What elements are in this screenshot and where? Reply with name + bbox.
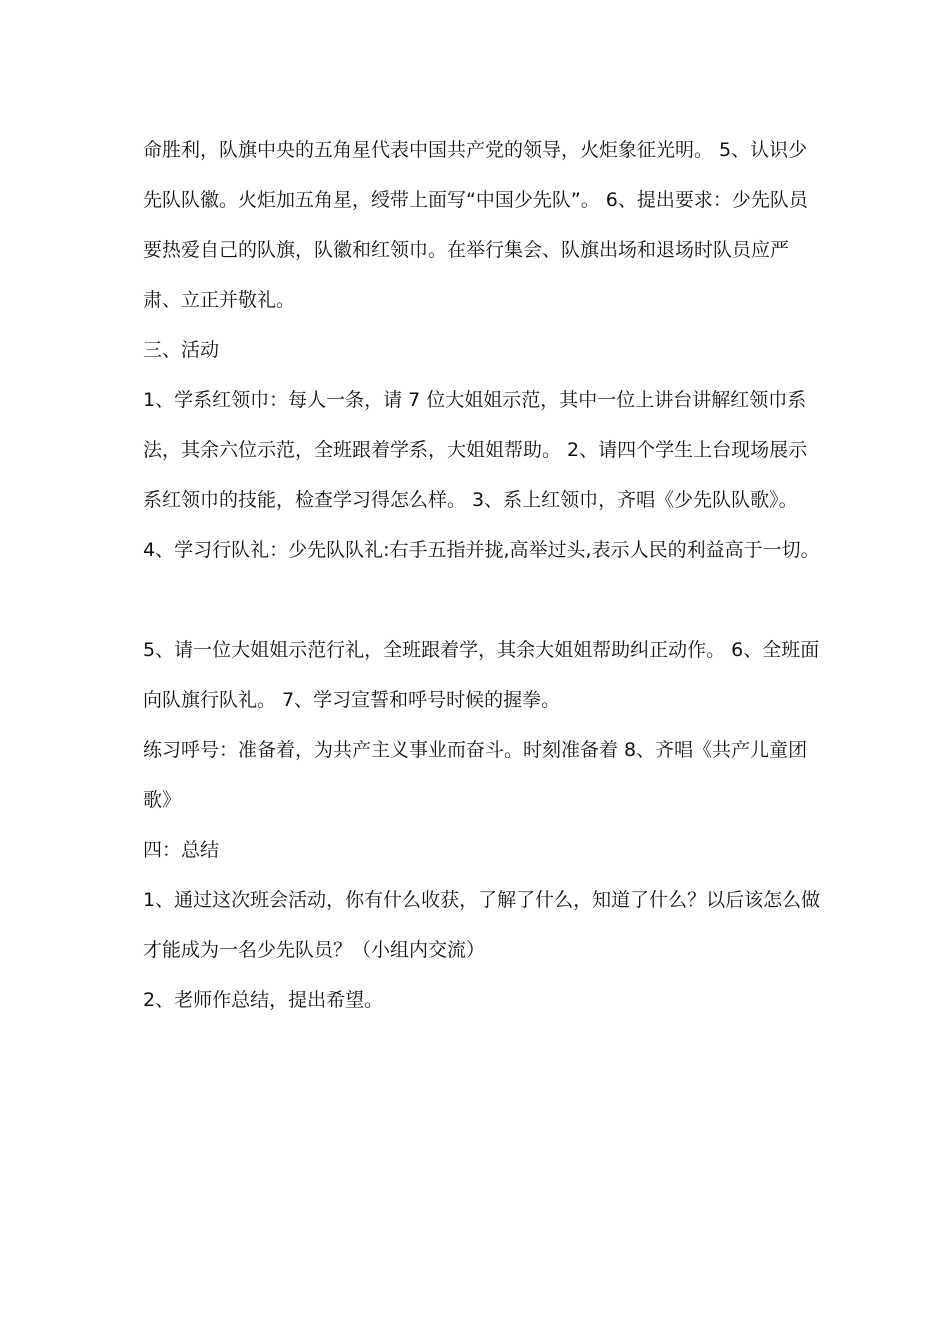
paragraph-flag-and-badge: 命胜利，队旗中央的五角星代表中国共产党的领导，火炬象征光明。 5、认识少先队队徽。火炬加五角星，绶带上面写“中国少先队”。 6、提出要求：少先队员要热爱自己的队旗，队徽和红领巾。在举行集会、队旗出场和退场时队员应严肃、立正并敬礼。 <box>143 139 808 311</box>
document-body <box>143 125 823 1025</box>
paragraph-slogan: 练习呼号：准备着，为共产主义事业而奋斗。时刻准备着 8、齐唱《共产儿童团歌》 <box>143 739 808 811</box>
paragraph-gap <box>143 575 823 625</box>
paragraph-reflection: 1、通过这次班会活动，你有什么收获，了解了什么，知道了什么？以后该怎么做才能成为一名少先队员？（小组内交流） <box>143 889 821 961</box>
section-heading-summary: 四：总结 <box>143 839 220 861</box>
paragraph-salute: 4、学习行队礼：少先队队礼:右手五指并拢,高举过头,表示人民的利益高于一切。 <box>143 539 820 561</box>
paragraph-teacher-summary: 2、老师作总结，提出希望。 <box>143 989 384 1011</box>
section-heading-activities: 三、活动 <box>143 339 220 361</box>
paragraph-red-scarf: 1、学系红领巾：每人一条，请 7 位大姐姐示范，其中一位上讲台讲解红领巾系法，其余六位示范，全班跟着学系，大姐姐帮助。 2、请四个学生上台现场展示系红领巾的技能，检查学习得怎么样。 3、系上红领巾，齐唱《少先队队歌》。 <box>143 389 808 511</box>
paragraph-practice-salute: 5、请一位大姐姐示范行礼，全班跟着学，其余大姐姐帮助纠正动作。 6、全班面向队旗行队礼。 7、学习宣誓和呼号时候的握拳。 <box>143 639 820 711</box>
